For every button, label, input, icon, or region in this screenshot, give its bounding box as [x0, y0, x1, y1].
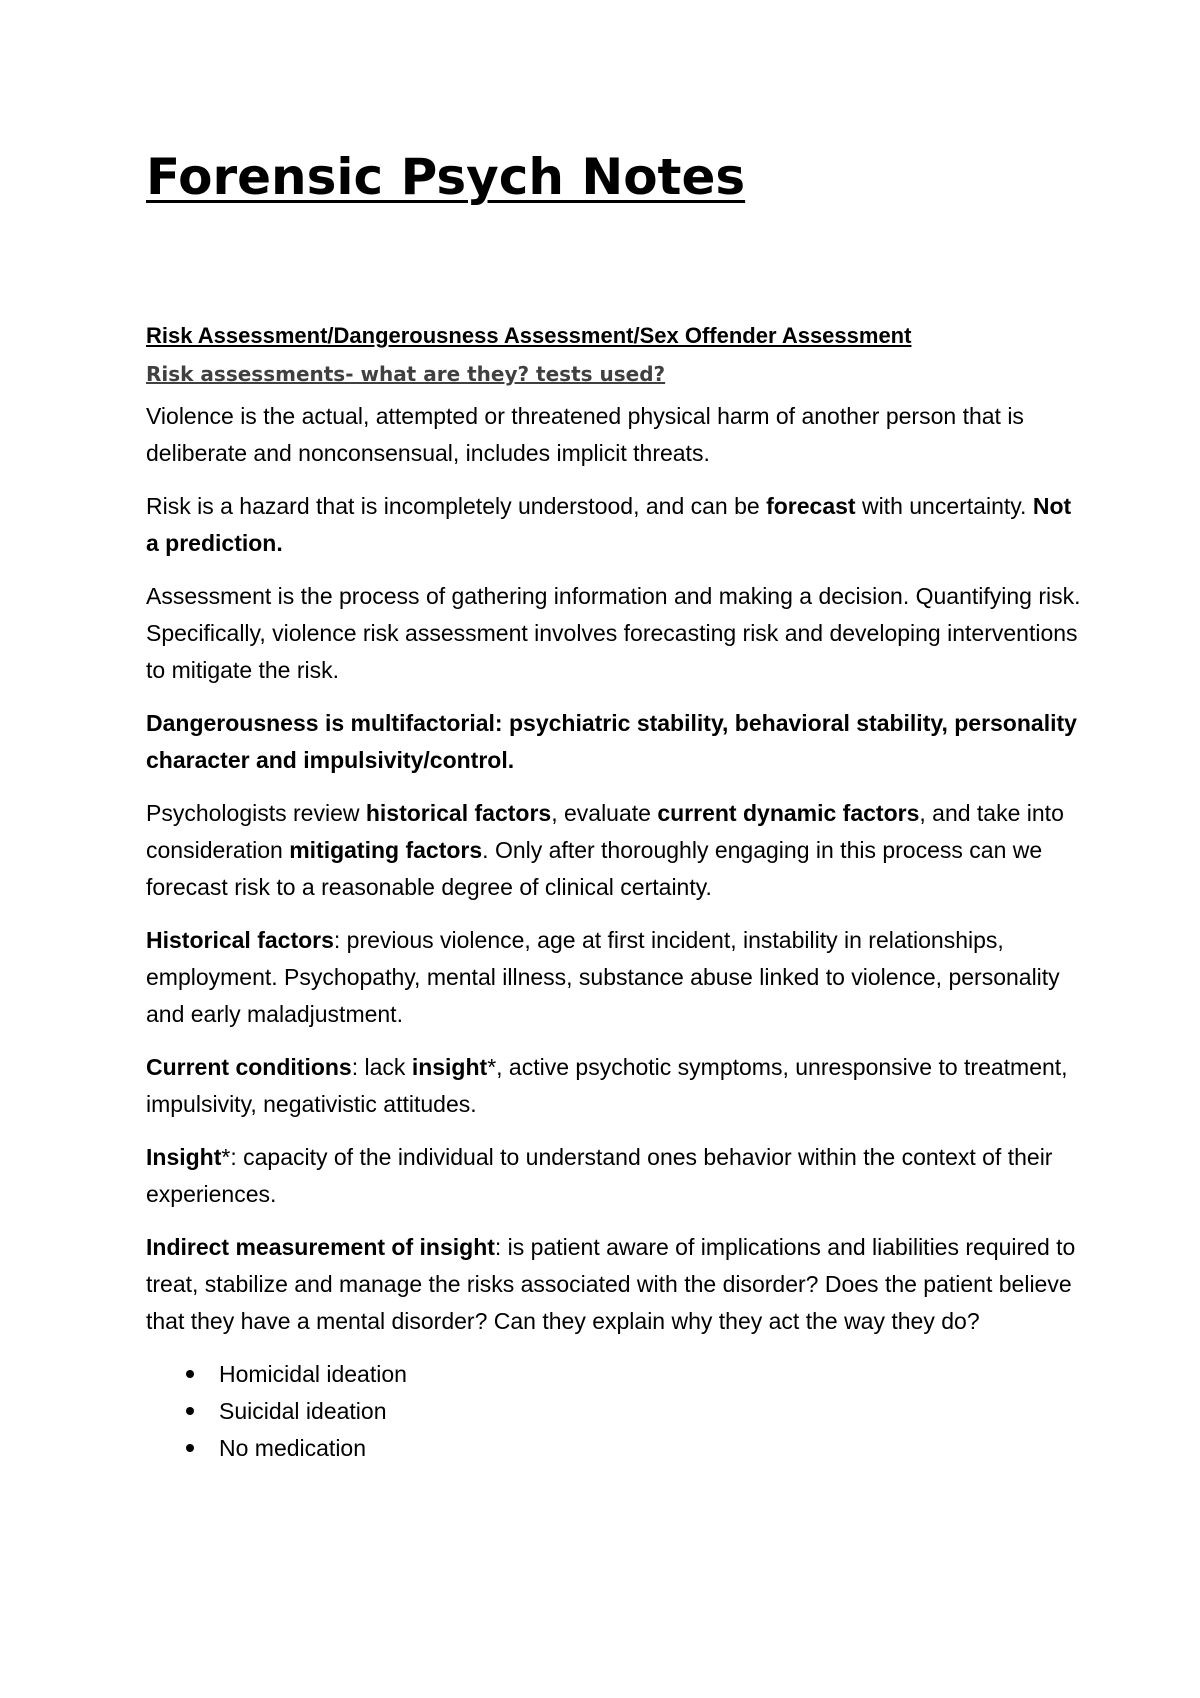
- current-conditions-paragraph: Current conditions: lack insight*, active psychotic symptoms, unresponsive to treatment, impulsivity, negativistic attitudes.: [146, 1054, 1068, 1117]
- historical-factors-paragraph: Historical factors: previous violence, age at first incident, instability in relationships, employment. Psychopathy, mental illness, substance abuse linked to violence, personality and early maladjustment.: [146, 927, 1060, 1027]
- document-body: [146, 398, 1086, 1467]
- bullet-list: [146, 1356, 1086, 1467]
- document-title: Forensic Psych Notes: [146, 148, 746, 206]
- risk-paragraph: Risk is a hazard that is incompletely understood, and can be forecast with uncertainty. Not a prediction.: [146, 493, 1072, 556]
- bullet-icon: [186, 1370, 194, 1378]
- dangerousness-paragraph: Dangerousness is multifactorial: psychiatric stability, behavioral stability, personality character and impulsivity/control.: [146, 710, 1077, 773]
- list-item: No medication: [186, 1430, 1086, 1467]
- list-item: Suicidal ideation: [186, 1393, 1086, 1430]
- list-item: Homicidal ideation: [186, 1356, 1086, 1393]
- assessment-paragraph: Assessment is the process of gathering information and making a decision. Quantifying risk. Specifically, violence risk assessment involves forecasting risk and developing interventions to mitigate the risk.: [146, 583, 1081, 683]
- insight-paragraph: Insight*: capacity of the individual to understand ones behavior within the context of their experiences.: [146, 1144, 1053, 1207]
- sub-heading: Risk assessments- what are they? tests used?: [146, 362, 666, 386]
- indirect-measurement-paragraph: Indirect measurement of insight: is patient aware of implications and liabilities required to treat, stabilize and manage the risks associated with the disorder? Does the patient believe that they have a mental disorder? Can they explain why they act the way they do?: [146, 1234, 1076, 1334]
- bullet-icon: [186, 1444, 194, 1452]
- violence-paragraph: Violence is the actual, attempted or threatened physical harm of another person that is deliberate and nonconsensual, includes implicit threats.: [146, 403, 1024, 466]
- document-page: [146, 140, 1086, 1461]
- section-heading: Risk Assessment/Dangerousness Assessment/Sex Offender Assessment: [146, 323, 912, 348]
- bullet-icon: [186, 1407, 194, 1415]
- psychologists-paragraph: Psychologists review historical factors, evaluate current dynamic factors, and take into consideration mitigating factors. Only after thoroughly engaging in this process can we forecast risk to a reasonable degree of clinical certainty.: [146, 800, 1064, 900]
